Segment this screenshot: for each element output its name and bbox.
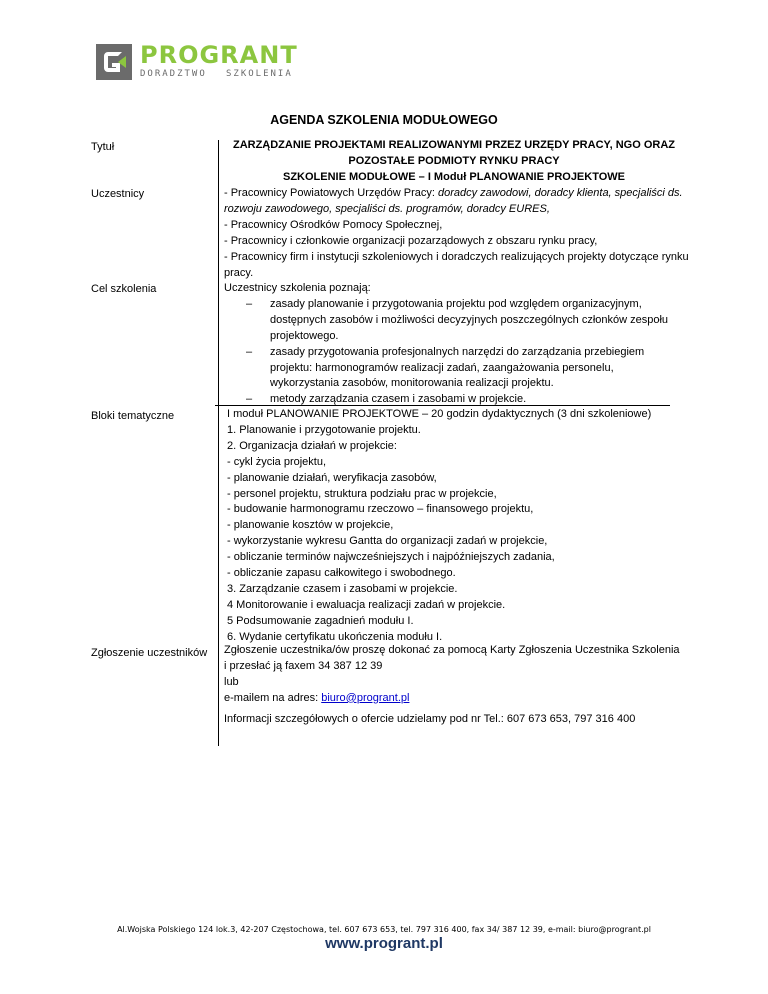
section-zgloszenie <box>224 643 684 707</box>
topic-line: - personel projektu, struktura podziału prac w projekcie, <box>227 487 497 500</box>
goal-bullet-text: metody zarządzania czasem i zasobami w projekcie. <box>270 393 527 406</box>
participants-line: rozwoju zawodowego, specjaliści ds. programów, doradcy EURES, <box>224 202 550 215</box>
progrant-logo-icon <box>96 44 132 80</box>
email-link[interactable]: biuro@progrant.pl <box>321 691 410 704</box>
title-line: SZKOLENIE MODUŁOWE – I Moduł PLANOWANIE PROJEKTOWE <box>282 170 626 183</box>
agenda-title: AGENDA SZKOLENIA MODUŁOWEGO <box>270 113 498 127</box>
label-tytul: Tytuł <box>91 141 115 153</box>
label-cel-szkolenia: Cel szkolenia <box>91 283 157 295</box>
title-line: ZARZĄDZANIE PROJEKTAMI REALIZOWANYMI PRZEZ URZĘDY PRACY, NGO ORAZ <box>232 139 676 151</box>
topic-line: I moduł PLANOWANIE PROJEKTOWE – 20 godzin dydaktycznych (3 dni szkoleniowe) <box>227 408 652 420</box>
section-bloki <box>227 407 687 646</box>
section-tytul <box>224 138 684 186</box>
registration-line <box>224 691 684 707</box>
label-bloki-tematyczne: Bloki tematyczne <box>91 410 175 422</box>
topic-line: 2. Organizacja działań w projekcie: <box>227 439 397 452</box>
topic-line: - obliczanie zapasu całkowitego i swobodnego. <box>227 567 456 580</box>
goal-bullet-text: zasady przygotowania profesjonalnych narzędzi do zarządzania przebiegiem projektu: harmonogramów realizacji zadań, zaangażowania personelu, wykorzystania zasobów, monitorowania realizacji projektu. <box>270 345 645 390</box>
topic-line: 4 Monitorowanie i ewaluacja realizacji zadań w projekcie. <box>227 598 506 611</box>
logo-brand-text: PROGRANT <box>140 41 298 69</box>
registration-line: lub <box>224 675 239 688</box>
participants-line: pracy. <box>224 266 254 279</box>
topic-line: - obliczanie terminów najwcześniejszych i najpóźniejszych zadania, <box>227 551 555 564</box>
participants-prefix: - Pracownicy Powiatowych Urzędów Pracy: <box>224 187 438 199</box>
title-line: POZOSTAŁE PODMIOTY RYNKU PRACY <box>348 154 560 167</box>
topic-line: - planowanie działań, weryfikacja zasobów, <box>227 471 437 484</box>
topic-line: - cykl życia projektu, <box>227 455 327 468</box>
topic-line: - wykorzystanie wykresu Gantta do organizacji zadań w projekcie, <box>227 535 548 548</box>
topic-line: 3. Zarządzanie czasem i zasobami w projekcie. <box>227 582 458 595</box>
info-line <box>224 712 684 728</box>
topic-line: 5 Podsumowanie zagadnień modułu I. <box>227 614 414 627</box>
info-text: Informacji szczegółowych o ofercie udzielamy pod nr Tel.: 607 673 653, 797 316 400 <box>224 713 636 725</box>
footer-website[interactable]: www.progrant.pl <box>325 935 443 952</box>
participants-line: - Pracownicy i członkowie organizacji pozarządowych z obszaru rynku pracy, <box>224 234 598 247</box>
section-cel <box>224 281 680 408</box>
label-uczestnicy: Uczestnicy <box>91 188 145 200</box>
registration-line: i przesłać ją faxem 34 387 12 39 <box>224 659 383 672</box>
section-uczestnicy <box>224 186 689 281</box>
dash-bullet-icon: – <box>246 345 253 358</box>
logo-subtitle-doradztwo: DORADZTWO <box>140 69 207 79</box>
goal-bullet <box>224 345 680 393</box>
goal-bullet <box>224 297 680 345</box>
company-logo <box>96 41 298 80</box>
participants-italic: doradcy zawodowi, doradcy klienta, specjaliści ds. <box>437 187 683 199</box>
table-vertical-divider <box>218 140 219 746</box>
participants-line: - Pracownicy Ośrodków Pomocy Społecznej, <box>224 218 443 231</box>
topic-line: - planowanie kosztów w projekcie, <box>227 519 394 532</box>
participants-line <box>224 186 684 202</box>
topic-line: - budowanie harmonogramu rzeczowo – finansowego projektu, <box>227 503 534 516</box>
registration-line: Zgłoszenie uczestnika/ów proszę dokonać za pomocą Karty Zgłoszenia Uczestnika Szkolenia <box>224 644 680 656</box>
participants-line: - Pracownicy firm i instytucji szkoleniowych i doradczych realizujących projekty dotyczące rynku <box>224 250 689 263</box>
email-prefix: e-mailem na adres: <box>224 691 322 704</box>
dash-bullet-icon: – <box>246 297 253 310</box>
topic-line: 6. Wydanie certyfikatu ukończenia modułu I. <box>227 630 443 643</box>
goal-bullet-text: zasady planowanie i przygotowania projektu pod względem organizacyjnym, dostępnych zasobów i możliwości decyzyjnych poszczególnych członków zespołu projektowego. <box>270 297 669 342</box>
label-zgloszenie-uczestnikow: Zgłoszenie uczestników <box>91 647 208 659</box>
goal-intro: Uczestnicy szkolenia poznają: <box>224 282 371 294</box>
footer-address: Al.Wojska Polskiego 124 lok.3, 42-207 Częstochowa, tel. 607 673 653, tel. 797 316 400, fax 34/ 387 12 39, e-mail: biuro@progrant.pl <box>117 925 651 934</box>
dash-bullet-icon: – <box>246 393 253 406</box>
logo-subtitle-szkolenia: SZKOLENIA <box>226 69 293 79</box>
row-separator <box>215 405 670 406</box>
topic-line: 1. Planowanie i przygotowanie projektu. <box>227 423 421 436</box>
